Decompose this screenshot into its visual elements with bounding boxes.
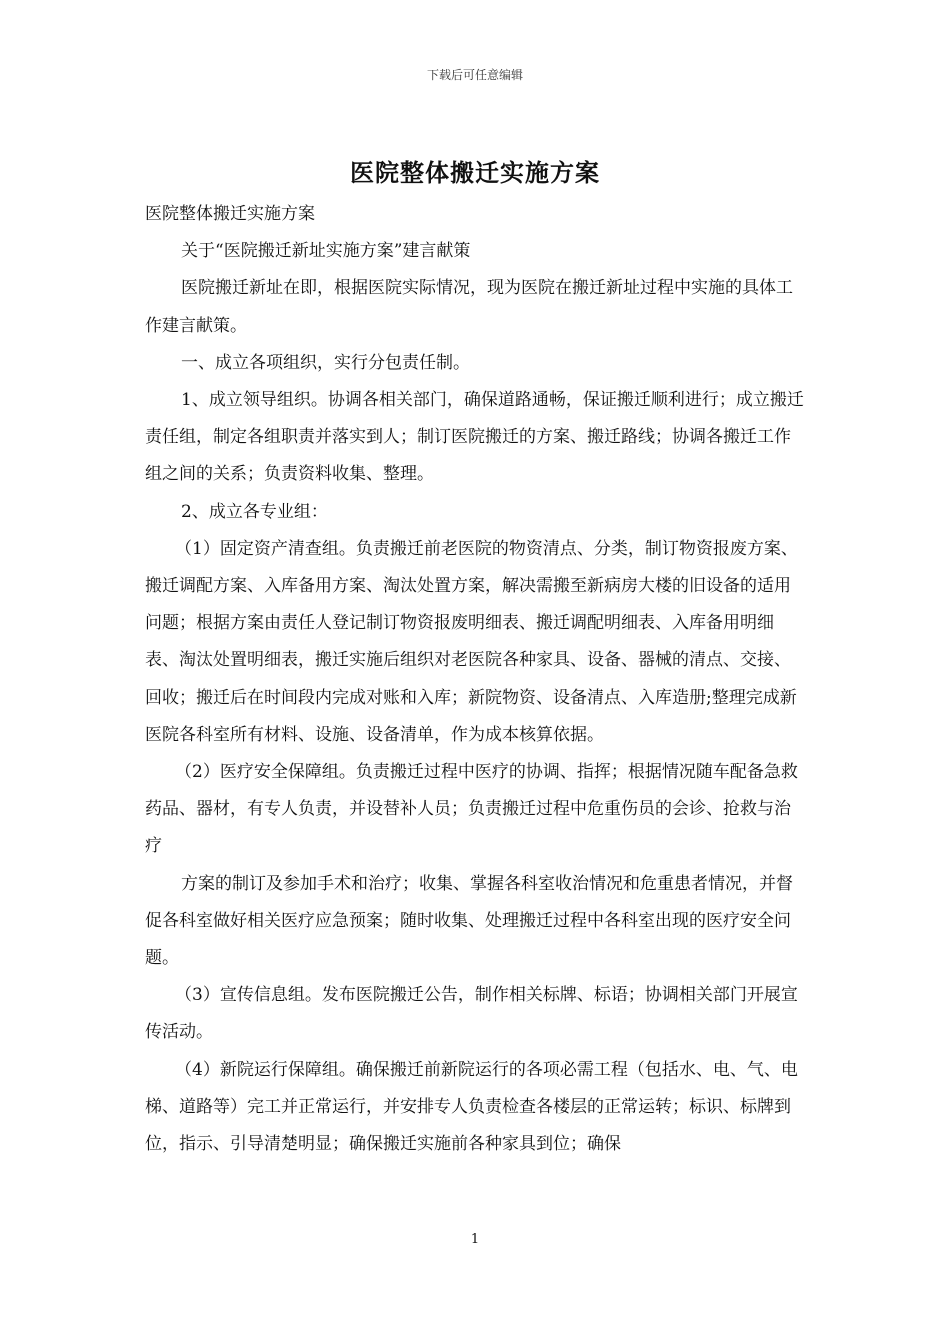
page-number: 1 [470,1232,480,1247]
item-2-paragraph: 2、成立各专业组： [181,501,328,522]
item-1-paragraph: 1、成立领导组织。协调各相关部门，确保道路通畅，保证搬迁顺利进行；成立搬迁责任组，制定各组职责并落实到人；制订医院搬迁的方案、搬迁路线；协调各搬迁工作组之间的关系；负责资料收集、整理。 [145,390,804,485]
section-heading-1: 一、成立各项组织，实行分包责任制。 [181,352,470,373]
medical-safety-paragraph: （2）医疗安全保障组。负责搬迁过程中医疗的协调、指挥；根据情况随车配备急救药品、器材，有专人负责，并设替补人员；负责搬迁过程中危重伤员的会诊、抢救与治疗 [145,762,798,857]
proposal-heading: 关于“医院搬迁新址实施方案”建言献策 [181,241,471,262]
document-body [145,196,807,1163]
operations-paragraph: （4）新院运行保障组。确保搬迁前新院运行的各项必需工程（包括水、电、气、电梯、道路等）完工并正常运行，并安排专人负责检查各楼层的正常运转；标识、标牌到位，指示、引导清楚明显；确保搬迁实施前各种家具到位；确保 [145,1059,798,1155]
asset-inventory-paragraph: （1）固定资产清查组。负责搬迁前老医院的物资清点、分类，制订物资报废方案、搬迁调配方案、入库备用方案、淘汰处置方案，解决需搬至新病房大楼的旧设备的适用问题；根据方案由责任人登记制订物资报废明细表、搬迁调配明细表、入库备用明细表、淘汰处置明细表，搬迁实施后组织对老医院各种家具、设备、器械的清点、交接、回收；搬迁后在时间段内完成对账和入库；新院物资、设备清点、入库造册;整理完成新医院各科室所有材料、设施、设备清单，作为成本核算依据。 [145,538,798,745]
publicity-paragraph: （3）宣传信息组。发布医院搬迁公告，制作相关标牌、标语；协调相关部门开展宣传活动。 [145,985,798,1043]
subtitle-paragraph: 医院整体搬迁实施方案 [145,204,315,224]
header-note: 下载后可任意编辑 [426,68,523,82]
document-title: 医院整体搬迁实施方案 [350,158,600,187]
medical-safety-continued-paragraph: 方案的制订及参加手术和治疗；收集、掌握各科室收治情况和危重患者情况，并督促各科室做好相关医疗应急预案；随时收集、处理搬迁过程中各科室出现的医疗安全问题。 [145,873,793,969]
intro-paragraph: 医院搬迁新址在即，根据医院实际情况，现为医院在搬迁新址过程中实施的具体工作建言献策。 [145,278,793,336]
